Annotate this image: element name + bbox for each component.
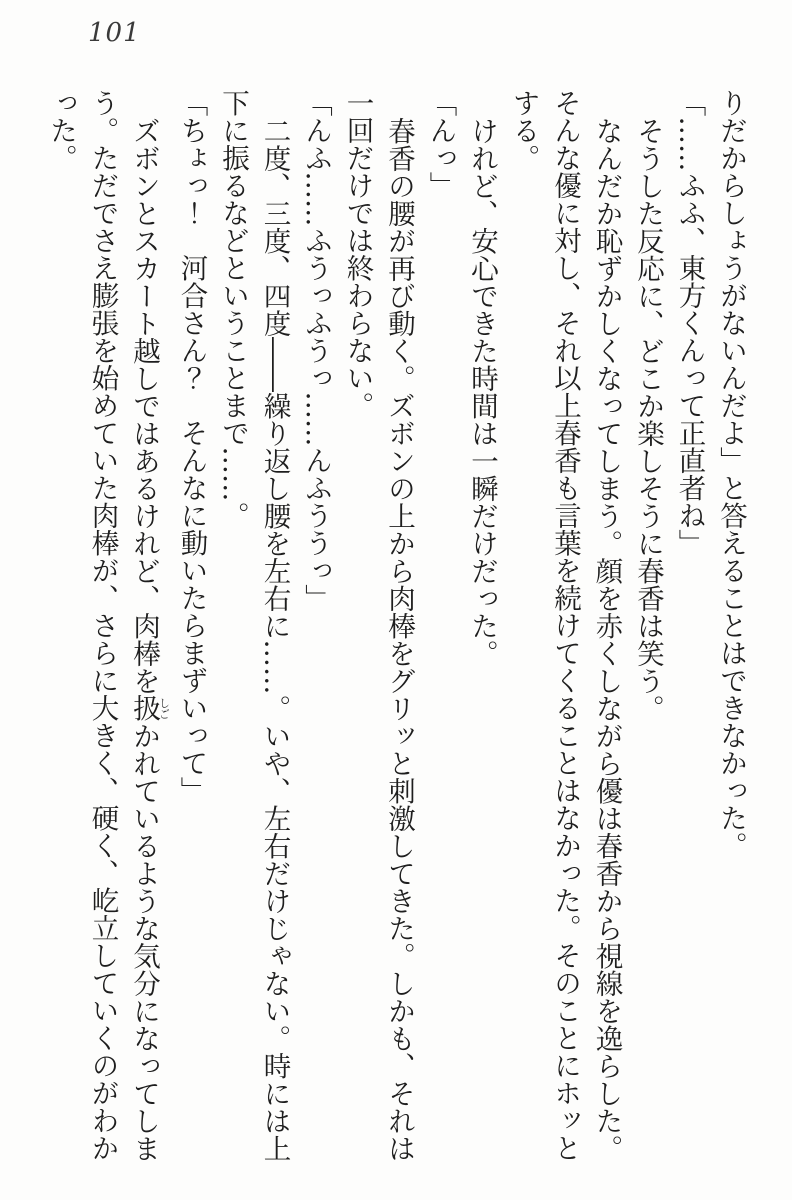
dialogue-paragraph: 「ちょっ！ 河合さん？ そんなに動いたらまずいって」 [175, 89, 208, 804]
narrative-paragraph: なんだか恥ずかしくなってしまう。顔を赤くしながら優は春香から視線を逸らした。そんな優に対し、それ以上春香も言葉を続けてくることはなかった。そのことにホッとする。 [507, 89, 623, 1162]
narrative-paragraph: けれど、安心できた時間は一瞬だけだった。 [466, 116, 498, 667]
dialogue-paragraph: 「……ふふ、東方くんって正直者ね」 [673, 89, 706, 557]
narrative-paragraph: ズボンとスカート越しではあるけれど、肉棒を扱しごかれているような気分になってしまう。ただでさえ膨張を始めていた肉棒が、さらに大きく、硬く、屹立していくのがわかった。 [45, 89, 171, 1162]
dialogue-paragraph: 「んっ」 [424, 89, 457, 199]
narrative-paragraph: りだからしょうがないんだよ」と答えることはできなかった。 [715, 89, 747, 859]
narrative-paragraph: 春香の腰が再び動く。ズボンの上から肉棒をグリッと刺激してきた。しかも、それは一回だけでは終わらない。 [341, 89, 415, 1162]
page-number: 101 [88, 18, 141, 48]
narrative-paragraph: 二度、三度、四度――繰り返し腰を左右に……。いや、左右だけじゃない。時には上下に振るなどということまで……。 [217, 89, 291, 1162]
dialogue-paragraph: 「んふ……ふうっふうっ……んふううっ」 [300, 89, 332, 612]
narrative-paragraph: そうした反応に、どこか楽しそうに春香は笑う。 [632, 116, 664, 722]
ruby-furigana: 扱しご [128, 694, 171, 722]
body-text [45, 89, 751, 1169]
